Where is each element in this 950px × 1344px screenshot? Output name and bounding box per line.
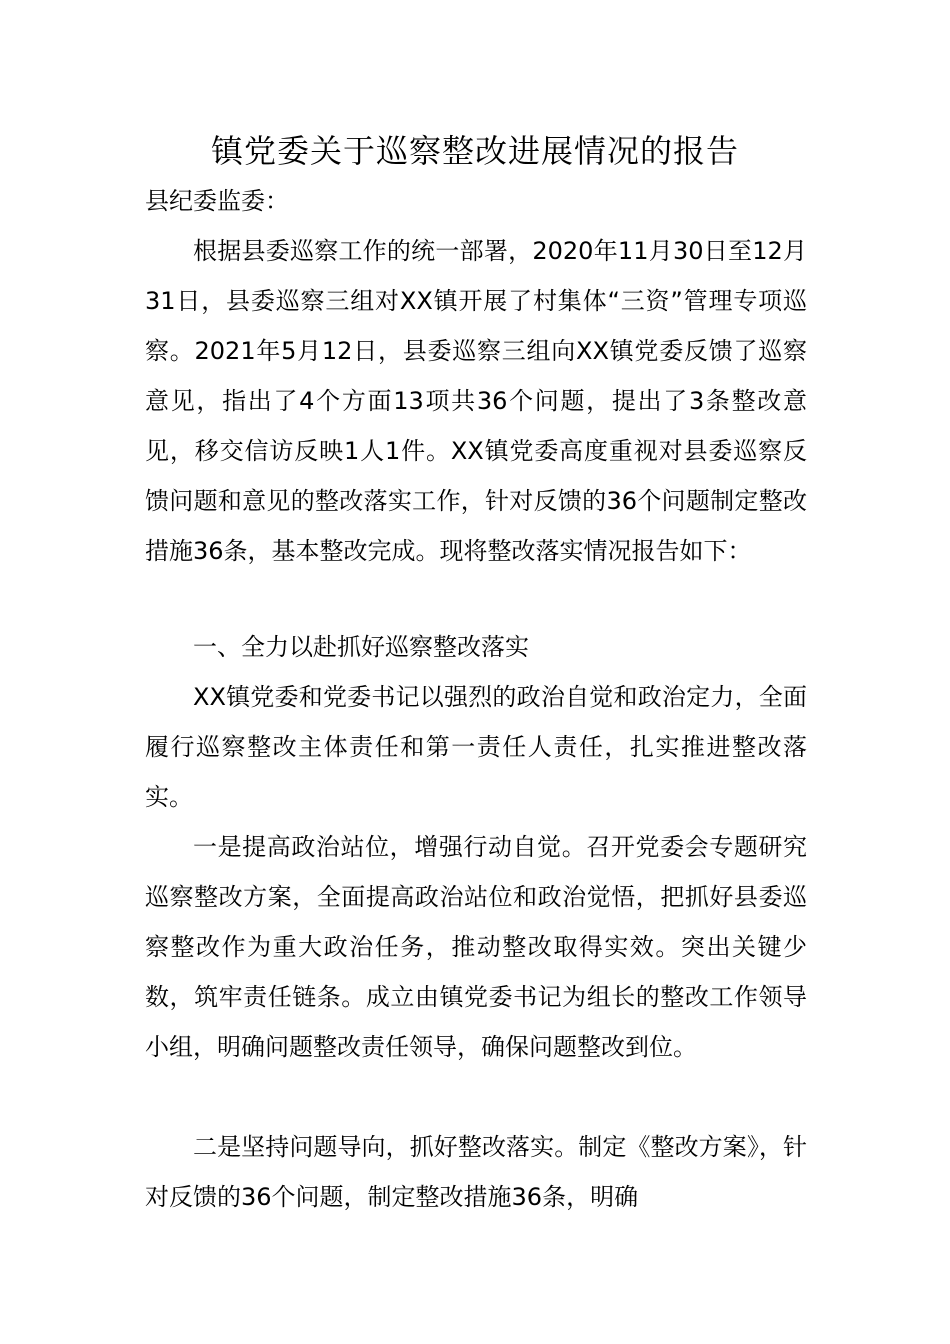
paragraph-political-stance: 一是提高政治站位，增强行动自觉。召开党委会专题研究巡察整改方案，全面提高政治站位和政治觉悟，把抓好县委巡察整改作为重大政治任务，推动整改取得实效。突出关键少数，筑牢责任链条。成立由镇党委书记为组长的整改工作领导小组，明确问题整改责任领导，确保问题整改到位。	[145, 833, 807, 1061]
salutation: 县纪委监委：	[145, 187, 289, 215]
section-heading: 一、全力以赴抓好巡察整改落实	[193, 633, 529, 661]
paragraph-responsibility: XX镇党委和党委书记以强烈的政治自觉和政治定力，全面履行巡察整改主体责任和第一责任人责任，扎实推进整改落实。	[145, 683, 807, 811]
document-title: 镇党委关于巡察整改进展情况的报告	[210, 132, 739, 170]
paragraph-problem-orientation: 二是坚持问题导向，抓好整改落实。制定《整改方案》，针对反馈的36个问题，制定整改措施36条，明确	[145, 1133, 807, 1211]
paragraph-intro: 根据县委巡察工作的统一部署，2020年11月30日至12月31日，县委巡察三组对XX镇开展了村集体“三资”管理专项巡察。2021年5月12日，县委巡察三组向XX镇党委反馈了巡察意见，指出了4个方面13项共36个问题，提出了3条整改意见，移交信访反映1人1件。XX镇党委高度重视对县委巡察反馈问题和意见的整改落实工作，针对反馈的36个问题制定整改措施36条，基本整改完成。现将整改落实情况报告如下：	[145, 237, 807, 565]
